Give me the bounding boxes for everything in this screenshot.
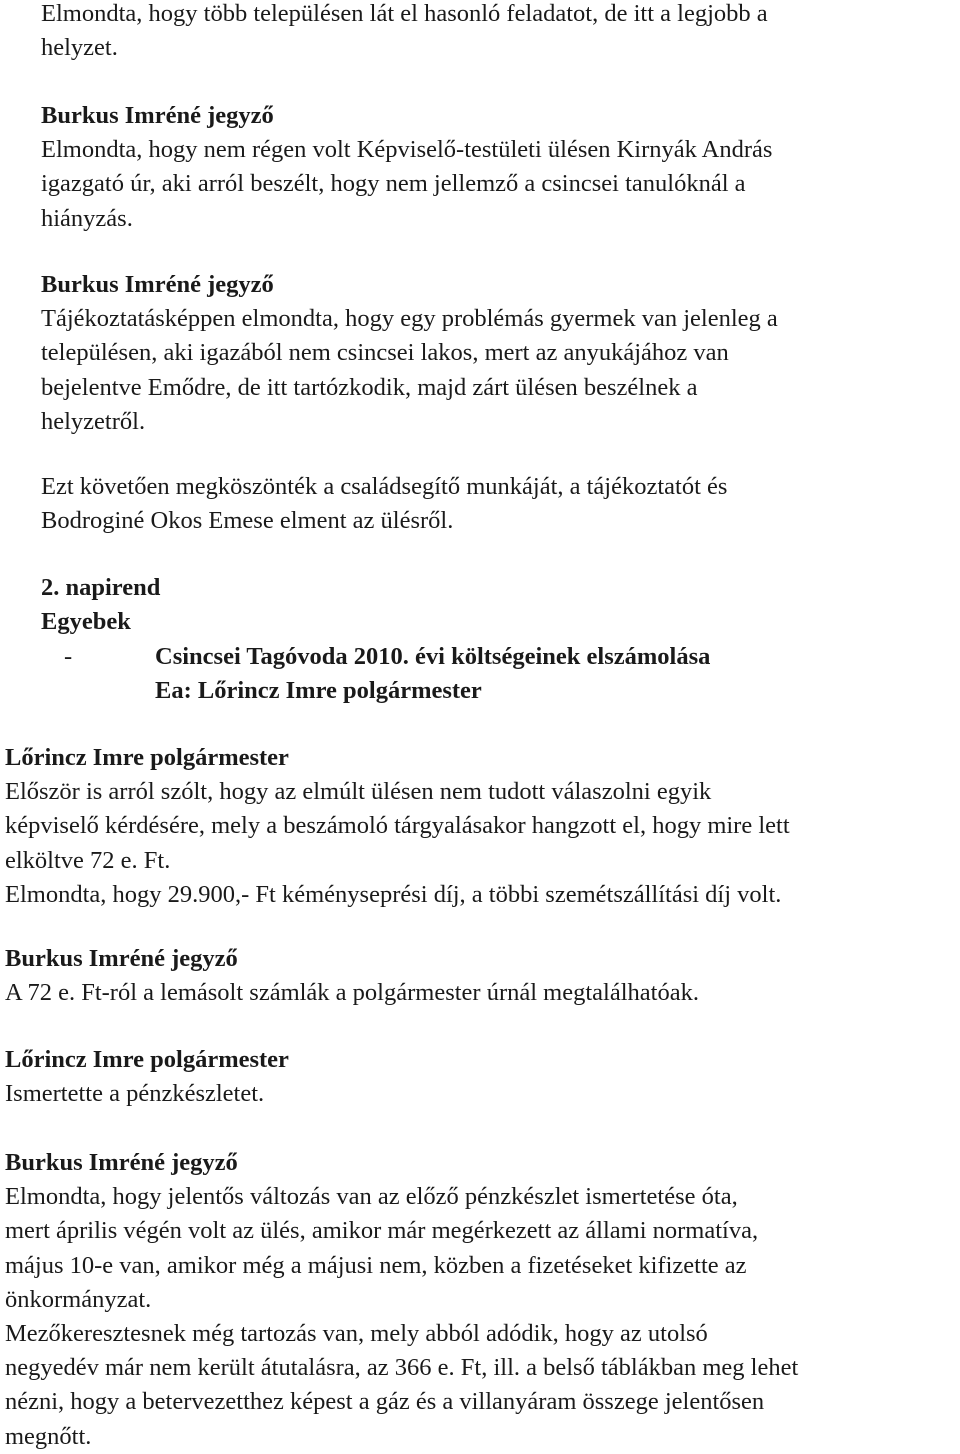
text-line: negyedév már nem került átutalásra, az 366 e. Ft, ill. a belső táblákban meg lehet [5, 1354, 799, 1382]
agenda-dash: - [64, 643, 73, 670]
speaker-name: Burkus Imréné jegyző [41, 271, 274, 298]
agenda-item-title: Csincsei Tagóvoda 2010. évi költségeinek elszámolása [155, 643, 711, 670]
text-line: bejelentve Emődre, de itt tartózkodik, majd zárt ülésen beszélnek a [41, 373, 698, 401]
speaker-section-7 [5, 1146, 798, 1454]
intro-paragraph [41, 0, 768, 65]
text-line: Elmondta, hogy jelentős változás van az előző pénzkészlet ismertetése óta, [5, 1183, 738, 1211]
agenda-item [64, 640, 710, 674]
speaker-name: Burkus Imréné jegyző [5, 945, 238, 972]
speaker-name: Lőrincz Imre polgármester [5, 1046, 289, 1073]
agenda-number: 2. napirend [41, 574, 161, 601]
text-line: Tájékoztatásképpen elmondta, hogy egy problémás gyermek van jelenleg a [41, 305, 778, 333]
text-line: május 10-e van, amikor még a májusi nem, közben a fizetéseket kifizette az [5, 1251, 747, 1279]
text-line: nézni, hogy a betervezetthez képest a gáz és a villanyáram összege jelentősen [5, 1388, 765, 1416]
text-line: mert április végén volt az ülés, amikor már megérkezett az állami normatíva, [5, 1217, 759, 1245]
speaker-name: Lőrincz Imre polgármester [5, 744, 289, 771]
text-line: önkormányzat. [5, 1285, 152, 1313]
agenda-heading [41, 571, 160, 639]
speaker-name: Burkus Imréné jegyző [41, 102, 274, 129]
speaker-section-2 [41, 268, 778, 439]
speaker-section-6 [5, 1043, 289, 1111]
text-line: megnőtt. [5, 1422, 92, 1450]
text-line: igazgató úr, aki arról beszélt, hogy nem jellemző a csincsei tanulóknál a [41, 170, 746, 198]
text-line: településen, aki igazából nem csincsei lakos, mert az anyukájához van [41, 339, 729, 367]
speaker-name: Burkus Imréné jegyző [5, 1149, 238, 1176]
agenda-title: Egyebek [41, 608, 131, 636]
text-line: elköltve 72 e. Ft. [5, 846, 171, 874]
text-line: Elmondta, hogy több településen lát el hasonló feladatot, de itt a legjobb a [41, 0, 768, 27]
text-line: helyzetről. [41, 407, 146, 435]
text-line: helyzet. [41, 34, 118, 62]
agenda-presenter: Ea: Lőrincz Imre polgármester [155, 677, 482, 704]
speaker-section-5 [5, 942, 699, 1010]
text-line: A 72 e. Ft-ról a lemásolt számlák a polgármester úrnál megtalálhatóak. [5, 979, 699, 1007]
speaker-section-4 [5, 741, 790, 912]
paragraph-section-3 [41, 470, 727, 538]
text-line: Elmondta, hogy nem régen volt Képviselő-testületi ülésen Kirnyák András [41, 136, 773, 164]
text-line: Ismertette a pénzkészletet. [5, 1080, 265, 1108]
speaker-section-1 [41, 99, 772, 236]
text-line: Elmondta, hogy 29.900,- Ft kéményseprési díj, a többi szemétszállítási díj volt. [5, 880, 782, 908]
text-line: Bodroginé Okos Emese elment az ülésről. [41, 507, 454, 535]
text-line: Mezőkeresztesnek még tartozás van, mely abból adódik, hogy az utolsó [5, 1320, 708, 1348]
text-line: képviselő kérdésére, mely a beszámoló tárgyalásakor hangzott el, hogy mire lett [5, 812, 790, 840]
text-line: hiányzás. [41, 204, 133, 232]
text-line: Először is arról szólt, hogy az elmúlt ülésen nem tudott válaszolni egyik [5, 778, 712, 806]
text-line: Ezt követően megköszönték a családsegítő munkáját, a tájékoztatót és [41, 473, 728, 500]
